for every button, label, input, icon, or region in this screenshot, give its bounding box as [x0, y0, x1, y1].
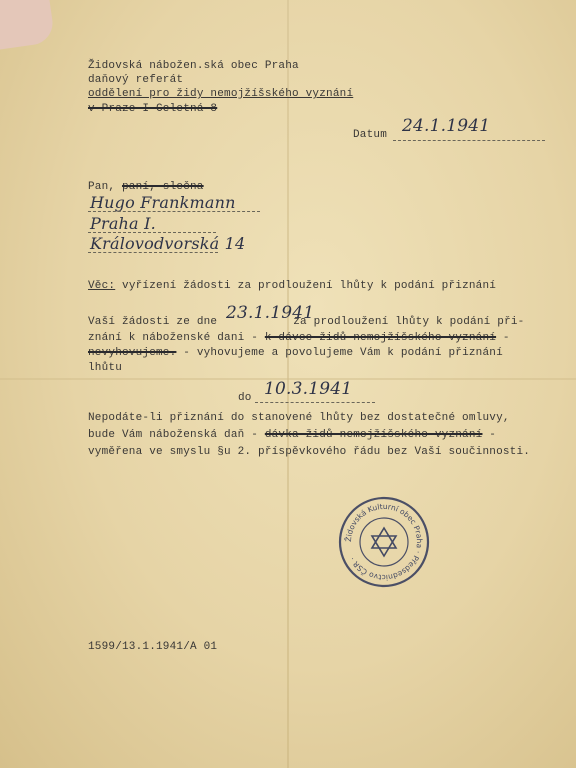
addressee-street: Královodvorská 14 [90, 234, 246, 253]
letterhead-line-3 [88, 88, 353, 100]
notice-line-1: Nepodáte-li přiznání do stanovené lhůty bez dostatečné omluvy, [88, 412, 510, 424]
addressee-line-2 [88, 232, 216, 233]
addressee-line-1 [88, 211, 260, 212]
notice-line-2-a: bude Vám náboženská daň - [88, 429, 265, 441]
body-line-2-a: znání k náboženské dani - [88, 332, 265, 344]
date-handwritten: 24.1.1941 [402, 116, 491, 136]
date-label: Datum [353, 129, 388, 141]
body-line-3-struck: nevyhovujeme. [88, 347, 177, 359]
stamp-inner-ring [360, 518, 408, 566]
body-line-4: lhůtu [88, 362, 123, 374]
body-line-2-struck: k dávce židů nemojžíšského vyznání [264, 332, 497, 344]
body-line-2-b: - [496, 332, 510, 344]
body-line-3 [88, 347, 503, 359]
deadline-handwritten: 10.3.1941 [264, 379, 353, 399]
date-line [393, 140, 545, 141]
body-line-2 [88, 332, 510, 344]
deadline-prefix: do [238, 392, 252, 404]
addressee-line-3 [88, 252, 218, 253]
notice-line-3: vyměřena ve smyslu §u 2. příspěvkového řádu bez Vaší součinnosti. [88, 446, 531, 458]
reference-number: 1599/13.1.1941/A 01 [88, 641, 218, 653]
body-line-1-b: za prodloužení lhůty k podání při- [293, 316, 525, 328]
salutation: Pan, [88, 181, 116, 193]
star-of-david-icon [372, 528, 396, 556]
subject-label: Věc: [88, 280, 116, 292]
subject-text: vyřízení žádosti za prodloužení lhůty k podání přiznání [115, 280, 497, 292]
deadline-line [255, 402, 375, 403]
salutation-struck: paní, slečna [122, 181, 204, 193]
letterhead-line-2: daňový referát [88, 74, 184, 86]
letterhead-line-3-text: oddělení pro židy nemojžíšského vyznání [88, 88, 354, 100]
body-line-1-a: Vaší žádosti ze dne [88, 316, 218, 328]
addressee-city: Praha I. [90, 214, 156, 233]
body-line-3-b: - vyhovujeme a povolujeme Vám k podání přiznání [176, 347, 503, 359]
notice-line-2-b: - [482, 429, 497, 441]
community-stamp [338, 496, 430, 588]
addressee-name: Hugo Frankmann [90, 193, 236, 212]
notice-line-2 [88, 429, 496, 441]
letterhead-line-1: Židovská nábožen.ská obec Praha [88, 60, 299, 72]
stamp-ring-text: Židovská Kulturní obec Praha · Předsednictvo ČSR · [343, 501, 425, 583]
notice-line-2-struck: dávka židů nemojžíšského vyznání [264, 429, 483, 441]
request-date-handwritten: 23.1.1941 [226, 303, 315, 323]
letterhead-line-4: v Praze I Celetná 8 [88, 103, 218, 115]
paper-corner-tab [0, 0, 55, 50]
stamp-outer-ring [340, 498, 428, 586]
subject-line [88, 280, 496, 292]
